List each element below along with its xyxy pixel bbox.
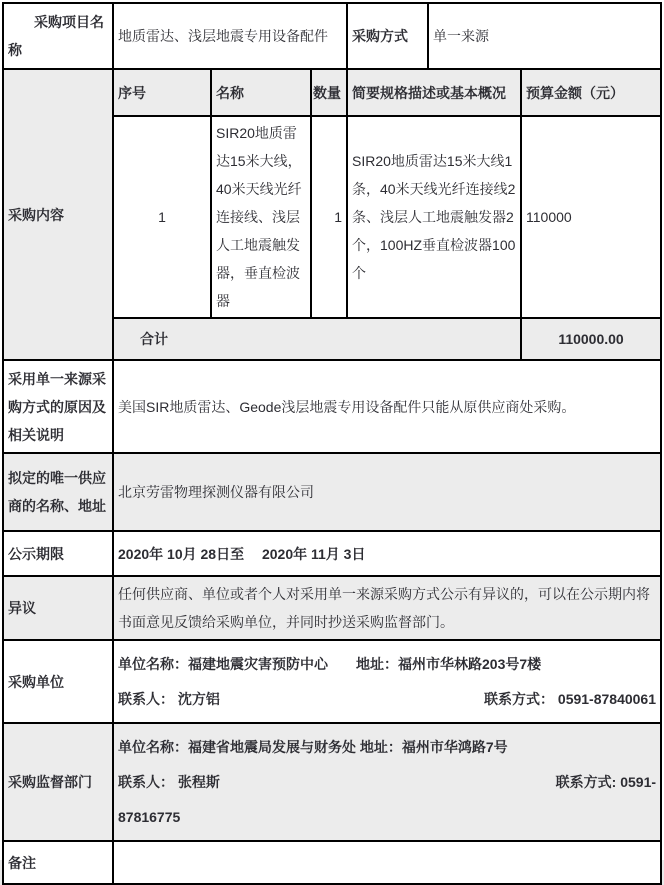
table-row — [3, 576, 661, 640]
objection-value: 任何供应商、单位或者个人对采用单一来源采购方式公示有异议的，可以在公示期内将书面意见反馈给采购单位，并同时抄送采购监督部门。 — [113, 576, 661, 640]
item-spec: SIR20地质雷达15米大线1条，40米天线光纤连接线2条、浅层人工地震触发器2个，100HZ垂直检波器100个 — [347, 116, 521, 318]
purchaser-row — [3, 640, 661, 723]
remark-label: 备注 — [3, 841, 113, 884]
items-header-row — [3, 69, 661, 116]
item-seq: 1 — [113, 116, 211, 318]
supervisor-contact-method: 联系方式: 0591- — [555, 774, 657, 790]
supplier-label: 拟定的唯一供应商的名称、地址 — [3, 453, 113, 531]
items-header-name: 名称 — [211, 69, 311, 116]
reason-label: 采用单一来源采购方式的原因及相关说明 — [3, 360, 113, 453]
reason-value: 美国SIR地质雷达、Geode浅层地震专用设备配件只能从原供应商处采购。 — [113, 360, 661, 453]
supplier-value: 北京劳雷物理探测仪器有限公司 — [113, 453, 661, 531]
supervisor-contact-method-wrap: 87816775 — [118, 809, 181, 825]
purchaser-contact-method: 联系方式： 0591-87840061 — [484, 691, 657, 707]
item-budget: 110000 — [521, 116, 661, 318]
purchaser-label: 采购单位 — [3, 640, 113, 723]
purchaser-contact-person: 联系人： 沈方铝 — [118, 691, 220, 707]
supervisor-contact-line — [118, 768, 656, 796]
content-label: 采购内容 — [3, 69, 113, 360]
items-header-qty: 数量 — [311, 69, 347, 116]
remark-row — [3, 841, 661, 884]
purchaser-org-address: 单位名称：福建地震灾害预防中心 地址：福州市华林路203号7楼 — [118, 656, 542, 672]
period-label: 公示期限 — [3, 531, 113, 576]
procurement-notice-table — [2, 2, 662, 885]
supervisor-contact-person: 联系人： 张程斯 — [118, 774, 220, 790]
item-name: SIR20地质雷达15米大线，40米天线光纤连接线、浅层人工地震触发器，垂直检波器 — [211, 116, 311, 318]
objection-label: 异议 — [3, 576, 113, 640]
table-row — [3, 360, 661, 453]
method-value: 单一来源 — [428, 3, 661, 69]
purchaser-value — [113, 640, 661, 723]
supervisor-org-address: 单位名称：福建省地震局发展与财务处 地址：福州市华鸿路7号 — [118, 739, 508, 755]
table-row — [3, 3, 661, 69]
table-row — [3, 453, 661, 531]
supervisor-row — [3, 723, 661, 841]
purchaser-contact-line — [118, 685, 656, 713]
supervisor-value — [113, 723, 661, 841]
method-label: 采购方式 — [347, 3, 428, 69]
table-row — [3, 531, 661, 576]
total-value: 110000.00 — [521, 318, 661, 360]
items-header-budget: 预算金额（元） — [521, 69, 661, 116]
period-value: 2020年 10月 28日至 2020年 11月 3日 — [113, 531, 661, 576]
total-label: 合计 — [113, 318, 521, 360]
item-qty: 1 — [311, 116, 347, 318]
items-header-spec: 简要规格描述或基本概况 — [347, 69, 521, 116]
supervisor-label: 采购监督部门 — [3, 723, 113, 841]
project-name-label: 采购项目名称 — [3, 3, 113, 69]
project-name-value: 地质雷达、浅层地震专用设备配件 — [113, 3, 347, 69]
items-header-seq: 序号 — [113, 69, 211, 116]
remark-value — [113, 841, 661, 884]
